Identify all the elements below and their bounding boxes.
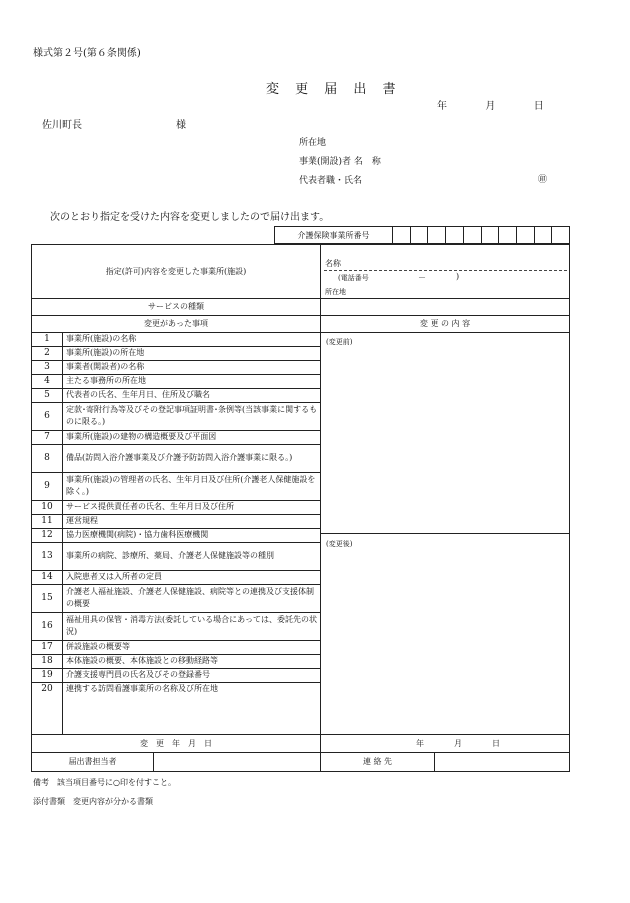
recipient: 佐川町長 bbox=[42, 120, 82, 131]
grid-line bbox=[320, 533, 569, 534]
item-number[interactable]: 20 bbox=[41, 684, 53, 694]
item-description: 本体施設の概要、本体施設との移動経路等 bbox=[66, 656, 218, 665]
item-number[interactable]: 19 bbox=[41, 670, 53, 680]
item-number[interactable]: 12 bbox=[41, 530, 53, 540]
office-number-box bbox=[274, 226, 570, 244]
office-number-digit[interactable] bbox=[446, 227, 464, 243]
item-number[interactable]: 3 bbox=[44, 362, 50, 372]
item-description: 介護支援専門員の氏名及びその登録番号 bbox=[66, 670, 210, 679]
item-description: 運営規程 bbox=[66, 516, 98, 525]
facility-phone-close: ) bbox=[456, 272, 460, 281]
item-number[interactable]: 7 bbox=[44, 432, 50, 442]
date-month: 月 bbox=[485, 101, 496, 112]
facility-label: 指定(許可)内容を変更した事業所(施設) bbox=[105, 267, 247, 276]
applicant-representative-label: 代表者職・氏名 bbox=[299, 176, 363, 186]
office-number-digit[interactable] bbox=[535, 227, 553, 243]
grid-line bbox=[320, 315, 321, 771]
item-description: 福祉用具の保管・消毒方法(委託している場合にあっては、委託先の状況) bbox=[66, 615, 318, 636]
item-description: 事業所(施設)の名称 bbox=[66, 334, 137, 343]
change-date-label: 変 更 年 月 日 bbox=[140, 738, 212, 748]
contact-info-field[interactable] bbox=[435, 752, 569, 771]
item-description: 併設施設の概要等 bbox=[66, 642, 130, 651]
before-label: (変更前) bbox=[326, 338, 353, 346]
item-number[interactable]: 4 bbox=[44, 376, 50, 386]
attachment-note: 添付書類 変更内容が分かる書類 bbox=[33, 797, 153, 806]
item-number[interactable]: 17 bbox=[41, 642, 53, 652]
item-number[interactable]: 14 bbox=[41, 572, 53, 582]
item-description: サービス提供責任者の氏名、生年月日及び住所 bbox=[66, 502, 234, 511]
item-description: 介護老人福祉施設、介護老人保健施設、病院等との連携及び支援体制の概要 bbox=[66, 587, 314, 608]
change-date-day: 日 bbox=[492, 739, 500, 748]
office-number-digit[interactable] bbox=[428, 227, 446, 243]
applicant-address-label: 所在地 bbox=[299, 138, 327, 148]
item-description: 定款･寄附行為等及びその登記事項証明書･条例等(当該事業に関するものに限る。) bbox=[66, 405, 318, 426]
item-number[interactable]: 8 bbox=[44, 453, 50, 463]
item-number[interactable]: 6 bbox=[44, 411, 50, 421]
service-type-value[interactable] bbox=[321, 298, 569, 315]
page-title: 変 更 届 出 書 bbox=[266, 82, 402, 97]
item-description: 代表者の氏名、生年月日、住所及び職名 bbox=[66, 390, 210, 399]
date-year: 年 bbox=[437, 101, 447, 112]
intro-text: 次のとおり指定を受けた内容を変更しましたので届け出ます。 bbox=[50, 212, 330, 223]
service-type-label: サービスの種類 bbox=[148, 302, 204, 311]
remark-note: 備考 該当項目番号に○印を付すこと。 bbox=[33, 778, 176, 787]
facility-address-label: 所在地 bbox=[325, 288, 346, 296]
office-number-digit[interactable] bbox=[482, 227, 500, 243]
change-date-month: 月 bbox=[454, 739, 462, 748]
contact-person-field[interactable] bbox=[154, 752, 320, 771]
contact-person-label: 届出書担当者 bbox=[68, 757, 117, 766]
office-number-digit[interactable] bbox=[499, 227, 517, 243]
facility-phone-open: (電話番号 bbox=[338, 274, 369, 282]
office-number-digit[interactable] bbox=[517, 227, 535, 243]
office-number-digit[interactable] bbox=[411, 227, 429, 243]
contact-info-label: 連 絡 先 bbox=[362, 757, 393, 766]
item-number[interactable]: 11 bbox=[41, 516, 53, 526]
office-number-digit[interactable] bbox=[393, 227, 411, 243]
changed-items-header: 変更があった事項 bbox=[144, 319, 208, 328]
change-date-year: 年 bbox=[416, 739, 424, 748]
item-number[interactable]: 13 bbox=[41, 551, 53, 561]
change-content-header: 変 更 の 内 容 bbox=[419, 319, 471, 328]
item-number[interactable]: 18 bbox=[41, 656, 53, 666]
item-description: 事業者(開設者)の名称 bbox=[66, 362, 145, 371]
applicant-operator-label: 事業(開設)者 名 称 bbox=[299, 157, 381, 167]
after-label: (変更後) bbox=[326, 540, 353, 548]
change-form-table bbox=[31, 244, 570, 772]
grid-line bbox=[324, 270, 567, 271]
recipient-honorific: 様 bbox=[176, 120, 186, 131]
item-description: 事業所の病院、診療所、薬局、介護老人保健施設等の種別 bbox=[66, 551, 274, 560]
item-number[interactable]: 2 bbox=[44, 348, 50, 358]
office-number-digit[interactable] bbox=[552, 227, 569, 243]
item-number[interactable]: 5 bbox=[44, 390, 50, 400]
item-description: 事業所(施設)の管理者の氏名、生年月日及び住所(介護老人保健施設を除く。) bbox=[66, 475, 316, 496]
grid-line bbox=[320, 245, 321, 298]
item-description: 備品(訪問入浴介護事業及び介護予防訪問入浴介護事業に限る。) bbox=[66, 453, 293, 462]
item-number[interactable]: 15 bbox=[41, 593, 53, 603]
item-description: 事業所(施設)の建物の構造概要及び平面図 bbox=[66, 432, 217, 441]
seal-mark: ㊞ bbox=[538, 175, 548, 185]
form-number: 様式第２号(第６条関係) bbox=[33, 48, 141, 59]
facility-phone-dash: － bbox=[418, 273, 426, 282]
facility-name-label: 名称 bbox=[325, 259, 341, 268]
submission-date bbox=[437, 97, 544, 112]
office-number-digit[interactable] bbox=[464, 227, 482, 243]
item-description: 事業所(施設)の所在地 bbox=[66, 348, 145, 357]
date-day: 日 bbox=[533, 101, 544, 112]
office-number-label: 介護保険事業所番号 bbox=[275, 227, 393, 243]
item-number[interactable]: 16 bbox=[41, 621, 53, 631]
item-number[interactable]: 9 bbox=[44, 481, 50, 491]
item-number[interactable]: 10 bbox=[41, 502, 53, 512]
item-description: 協力医療機関(病院)・協力歯科医療機関 bbox=[66, 530, 209, 539]
item-description: 主たる事務所の所在地 bbox=[66, 376, 146, 385]
item-description: 連携する訪問看護事業所の名称及び所在地 bbox=[66, 684, 218, 693]
item-number[interactable]: 1 bbox=[44, 334, 50, 344]
item-description: 入院患者又は入所者の定員 bbox=[66, 572, 162, 581]
